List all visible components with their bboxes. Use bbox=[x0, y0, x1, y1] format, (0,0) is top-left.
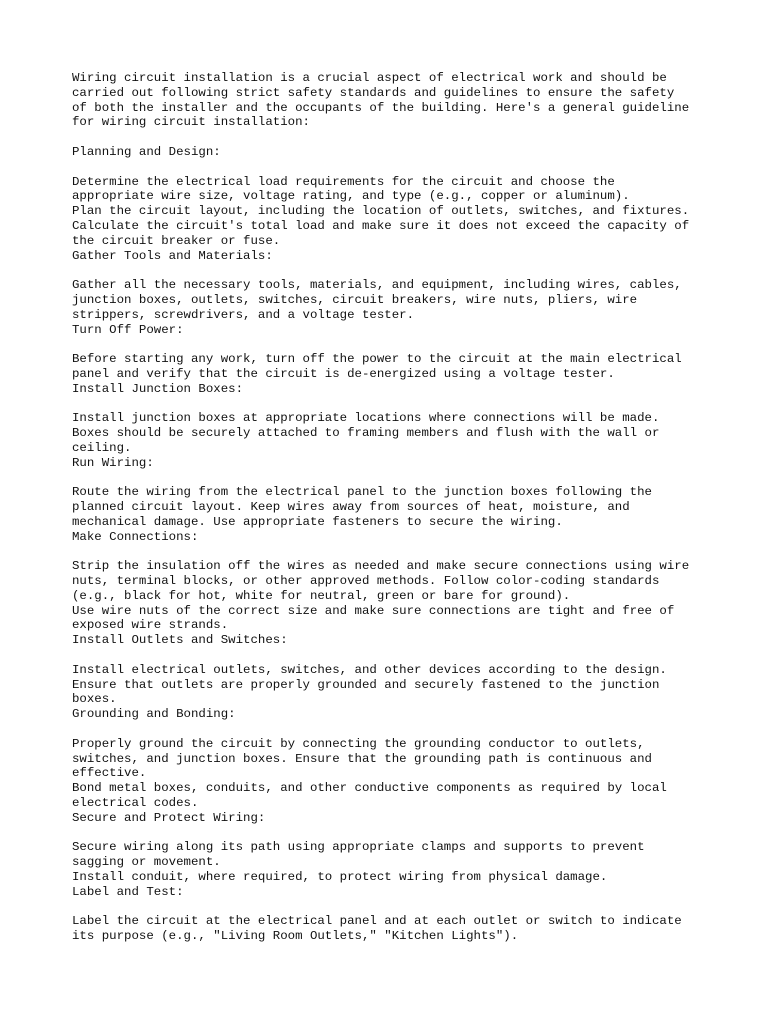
paragraph-gap bbox=[72, 722, 752, 737]
paragraph-gap bbox=[72, 130, 752, 145]
paragraph-gap bbox=[72, 545, 752, 560]
paragraph-gap bbox=[72, 471, 752, 486]
section-body-run-wiring: Route the wiring from the electrical panel to the junction boxes following the planned circuit layout. Keep wires away from sources of heat, moisture, and mechanical damage. Use appropriate fasteners to secure the wiring. bbox=[72, 485, 652, 529]
intro-paragraph: Wiring circuit installation is a crucial aspect of electrical work and should be carried out following strict safety standards and guidelines to ensure the safety of both the installer and the occupants of the building. Here's a general guideline for wiring circuit installation: bbox=[72, 71, 690, 130]
section-body-label-test: Label the circuit at the electrical panel and at each outlet or switch to indicate its purpose (e.g., "Living Room Outlets," "Kitchen Lights"). bbox=[72, 914, 682, 944]
section-body-turn-off-power: Before starting any work, turn off the power to the circuit at the main electrical panel and verify that the circuit is de-energized using a voltage tester. bbox=[72, 352, 682, 381]
section-heading-secure-wiring: Secure and Protect Wiring: bbox=[72, 810, 266, 825]
section-body-gather-tools: Gather all the necessary tools, materials, and equipment, including wires, cables, junction boxes, outlets, switches, circuit breakers, wire nuts, pliers, wire strippers, screwdrivers, and a voltage tester. bbox=[72, 278, 682, 322]
section-body-junction-boxes: Install junction boxes at appropriate locations where connections will be made. Boxes should be securely attached to framing members and flush with the wall or ceiling. bbox=[72, 411, 660, 455]
paragraph-gap bbox=[72, 826, 752, 841]
paragraph-gap bbox=[72, 337, 752, 352]
section-heading-run-wiring: Run Wiring: bbox=[72, 455, 154, 470]
section-body-make-connections: Strip the insulation off the wires as needed and make secure connections using wire nuts, terminal blocks, or other approved methods. Follow color-coding standards (e.g., black for hot, white for neutral, green or bare for ground). Use wire nuts of the correct size and make sure connections are tight and free of exposed wire strands. bbox=[72, 559, 690, 633]
paragraph-gap bbox=[72, 648, 752, 663]
section-body-secure-wiring: Secure wiring along its path using appropriate clamps and supports to prevent sagging or movement. Install conduit, where required, to protect wiring from physical damage. bbox=[72, 840, 645, 885]
paragraph-gap bbox=[72, 900, 752, 915]
paragraph-gap bbox=[72, 397, 752, 412]
section-heading-turn-off-power: Turn Off Power: bbox=[72, 322, 184, 337]
section-body-grounding: Properly ground the circuit by connecting the grounding conductor to outlets, switches, and junction boxes. Ensure that the grounding path is continuous and effective. Bond metal boxes, conduits, and other conductive components as required by local electrical codes. bbox=[72, 736, 667, 811]
paragraph-gap bbox=[72, 263, 752, 278]
document-page bbox=[72, 71, 752, 944]
section-heading-label-test: Label and Test: bbox=[72, 884, 184, 899]
section-heading-junction-boxes: Install Junction Boxes: bbox=[72, 381, 244, 396]
section-heading-gather-tools: Gather Tools and Materials: bbox=[72, 248, 273, 263]
section-heading-planning: Planning and Design: bbox=[72, 144, 221, 159]
section-body-outlets-switches: Install electrical outlets, switches, and other devices according to the design. Ensure that outlets are properly grounded and securely fastened to the junction boxes. bbox=[72, 662, 667, 707]
section-heading-outlets-switches: Install Outlets and Switches: bbox=[72, 633, 288, 648]
paragraph-gap bbox=[72, 160, 752, 175]
section-body-planning: Determine the electrical load requirements for the circuit and choose the appropriate wire size, voltage rating, and type (e.g., copper or aluminum). Plan the circuit layout, including the location of outlets, switches, and fixtures. Calculate the circuit's total load and make sure it does not exceed the capacity of the circuit breaker or fuse. bbox=[72, 174, 690, 248]
section-heading-make-connections: Make Connections: bbox=[72, 529, 199, 544]
section-heading-grounding: Grounding and Bonding: bbox=[72, 707, 236, 722]
